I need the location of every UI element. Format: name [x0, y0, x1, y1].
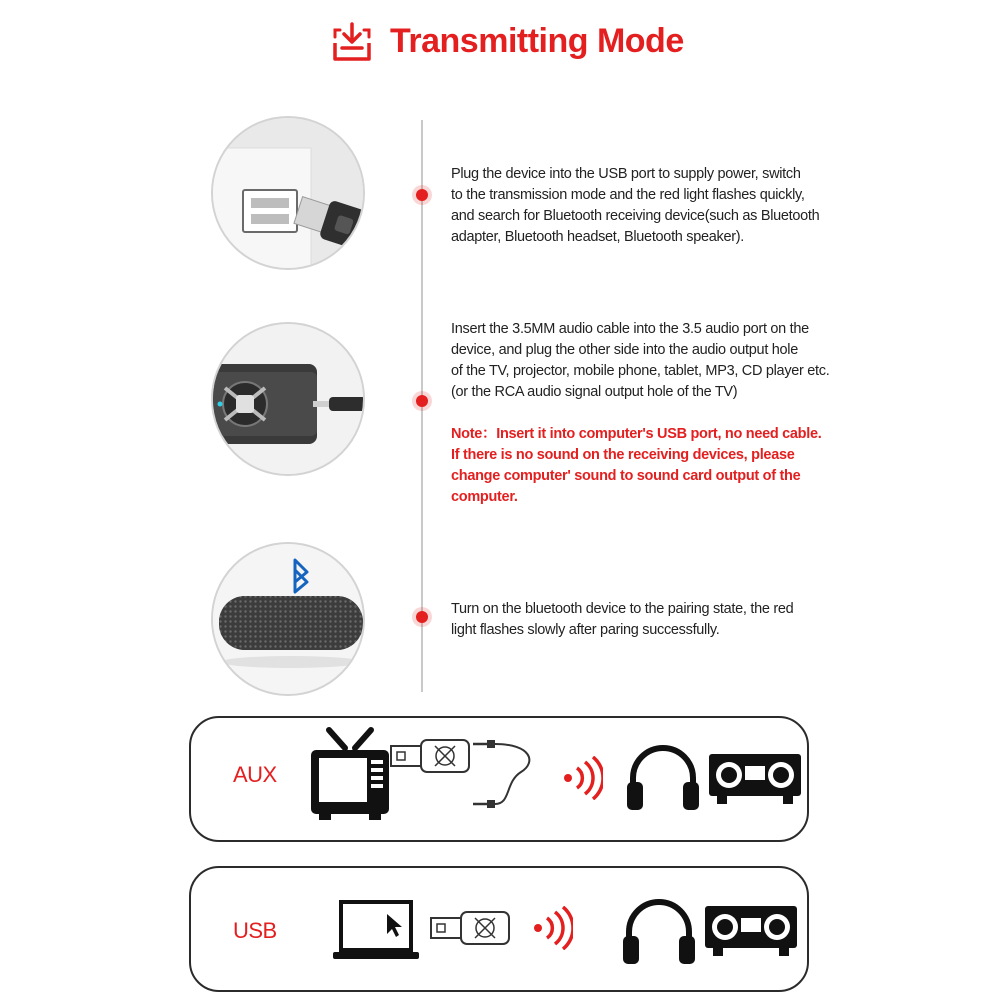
headphones-icon: [625, 742, 701, 814]
bluetooth-speaker-photo: [211, 542, 365, 696]
step-1-description: Plug the device into the USB port to supply power, switch to the transmission mode and the red light flashes quickly, and search for Bluetooth receiving device(such as Bluetooth adapter, Bluetooth headset, Bluetooth speaker).: [451, 166, 820, 245]
aux-connection-panel: [189, 716, 809, 842]
timeline-dot: [416, 611, 428, 623]
headphones-icon: [621, 896, 697, 968]
usb-connection-panel: [189, 866, 809, 992]
step-3-description: Turn on the bluetooth device to the pairing state, the red light flashes slowly after paring successfully.: [451, 601, 794, 638]
audio-cable-icon: [471, 732, 541, 818]
timeline-dot: [416, 189, 428, 201]
wireless-signal-icon: [533, 906, 573, 950]
page-title: Transmitting Mode: [390, 22, 684, 60]
usb-adapter-icon: [427, 906, 515, 950]
panel-label-aux: AUX: [233, 762, 277, 787]
wireless-signal-icon: [563, 756, 603, 800]
usb-port-plug-photo: [211, 116, 365, 270]
tv-icon: [305, 726, 395, 822]
laptop-icon: [331, 898, 421, 962]
note-text: Note：Insert it into computer's USB port, no need cable. If there is no sound on the receiving devices, please change computer' sound to sound card output of the computer.: [451, 426, 822, 505]
speaker-icon: [703, 904, 799, 960]
audio-jack-device-photo: [211, 322, 365, 476]
panel-label-usb: USB: [233, 918, 277, 943]
timeline-dot: [416, 395, 428, 407]
usb-adapter-icon: [387, 734, 477, 778]
speaker-icon: [707, 752, 803, 808]
download-tray-icon: [331, 21, 373, 63]
step-2-description: Insert the 3.5MM audio cable into the 3.5 audio port on the device, and plug the other side into the audio output hole of the TV, projector, mobile phone, tablet, MP3, CD player etc. (or the RCA audio signal output hole of the TV): [451, 321, 830, 400]
